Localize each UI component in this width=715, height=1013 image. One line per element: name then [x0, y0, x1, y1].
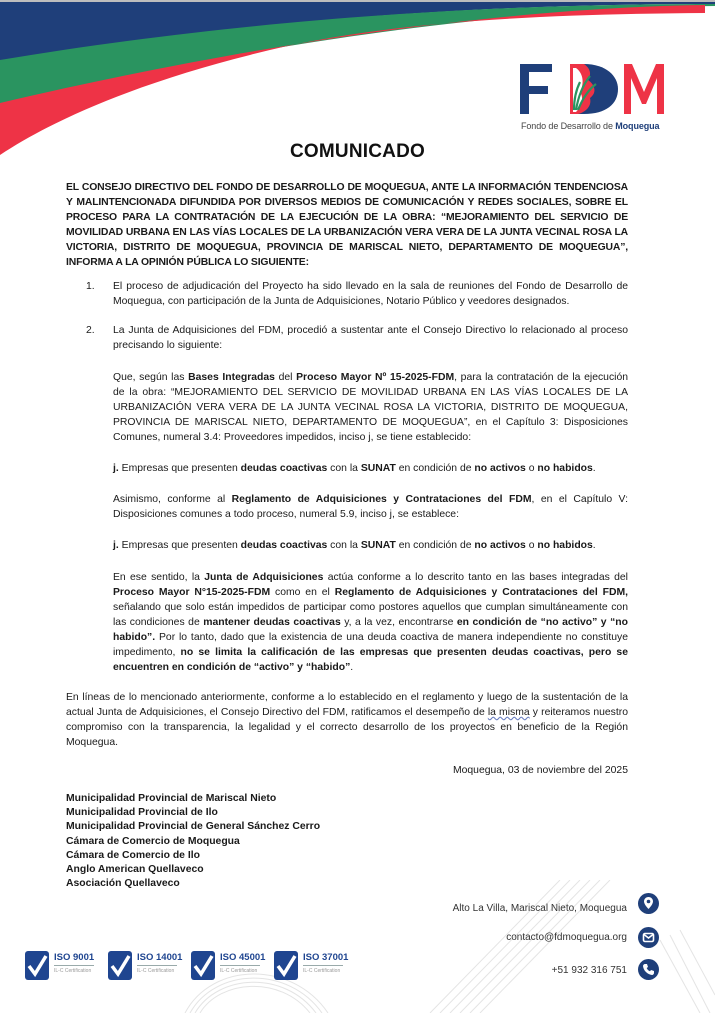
- phone-icon: [638, 959, 659, 980]
- bold-run: no habidos: [537, 540, 593, 551]
- text-run: con la: [327, 463, 361, 474]
- text-run: En ese sentido, la: [113, 572, 205, 583]
- iso-sub: IL-C Certification: [54, 968, 92, 974]
- bold-run: no habidos: [537, 463, 593, 474]
- contact-email[interactable]: contacto@fdmoquegua.org: [506, 932, 627, 943]
- recipient-item: Municipalidad Provincial de General Sánchez Cerro: [66, 821, 321, 833]
- bold-run: deudas coactivas: [240, 463, 328, 474]
- bold-run: SUNAT: [360, 540, 396, 551]
- text-run: del: [274, 372, 297, 383]
- list-item-text: La Junta de Adquisiciones del FDM, procedió a sustentar ante el Consejo Directivo lo relacionado al proceso precisando lo siguiente:: [113, 325, 628, 351]
- bold-run: mantener deudas coactivas: [203, 617, 341, 628]
- iso-divider: [220, 965, 260, 966]
- bold-run: no se limita la calificación de las empresas que presenten deudas coactivas, pero se encuentren en condición de “activo” y “habido”: [113, 647, 628, 673]
- text-run: con la: [327, 540, 361, 551]
- list-item-number: 2.: [86, 325, 95, 336]
- bold-run: Proceso Mayor N°15-2025-FDM: [113, 587, 271, 598]
- underlined-run: la misma: [487, 707, 530, 718]
- bold-run: Junta de Adquisiciones: [204, 572, 324, 583]
- text-run: , en el Capítulo V: Disposiciones comunes a todo proceso, numeral 5.9, inciso j, se establece:: [113, 494, 628, 520]
- recipients-list: [66, 792, 386, 891]
- contact-phone[interactable]: +51 932 316 751: [551, 965, 627, 976]
- contact-address: Alto La Villa, Mariscal Nieto, Moquegua: [452, 903, 627, 914]
- iso-sub: IL-C Certification: [303, 968, 341, 974]
- bold-run: no activos: [474, 540, 526, 551]
- text-run: , para la contratación de la ejecución de la obra: “MEJORAMIENTO DEL SERVICIO DE MOVILIDAD URBANA EN LAS VÍAS LOCALES DE LA URBANIZACIÓN VERA VERA DE LA JUNTA VECINAL ROSA LA VICTORIA, DISTRITO DE MOQUEGUA, PROVINCIA DE MARISCAL NIETO, DEPARTAMENTO DE MOQUEGUA”, en el Capítulo 3: Disposiciones Comunes, numeral 3.4: Proveedores impedidos, inciso j, se tiene establecido:: [113, 372, 629, 443]
- text-run: actúa conforme a lo descrito tanto en las bases integradas del: [323, 572, 628, 583]
- recipient-item: Municipalidad Provincial de Ilo: [66, 807, 218, 819]
- text-run: .: [592, 540, 596, 551]
- text-run: como en el: [270, 587, 335, 598]
- bold-run: Bases Integradas: [188, 372, 275, 383]
- list-item: [86, 323, 628, 353]
- recipient-item: Municipalidad Provincial de Mariscal Nieto: [66, 793, 277, 804]
- bold-run: Reglamento de Adquisiciones y Contrataciones del FDM,: [334, 587, 628, 598]
- text-run: .: [350, 662, 354, 673]
- logo-caption-prefix: Fondo de Desarrollo de: [521, 121, 616, 131]
- text-run: Empresas que presenten: [118, 540, 241, 551]
- bases-paragraph: [113, 370, 628, 445]
- recipient-item: Cámara de Comercio de Moquegua: [66, 835, 240, 847]
- text-run: en condición de: [395, 540, 475, 551]
- recipient-item: Cámara de Comercio de Ilo: [66, 849, 200, 861]
- checkmark-icon: [191, 951, 215, 980]
- sentido-paragraph: [113, 570, 628, 675]
- text-run: Empresas que presenten: [118, 463, 241, 474]
- list-item: [86, 279, 628, 309]
- reglamento-paragraph: [113, 492, 628, 522]
- iso-label: ISO 14001: [137, 952, 183, 963]
- bold-run: Reglamento de Adquisiciones y Contrataciones del FDM: [231, 494, 532, 505]
- bold-run: en condición de “no activo” y “no habido”.: [113, 617, 628, 643]
- text-run: Asimismo, conforme al: [113, 494, 232, 505]
- bold-run: j.: [113, 463, 119, 474]
- text-run: .: [592, 463, 596, 474]
- bold-run: no activos: [474, 463, 526, 474]
- bold-run: Proceso Mayor Nº 15-2025-FDM: [296, 372, 455, 383]
- document-title: COMUNICADO: [290, 141, 425, 162]
- iso-divider: [303, 965, 343, 966]
- checkmark-icon: [274, 951, 298, 980]
- document-date: Moquegua, 03 de noviembre del 2025: [452, 765, 628, 776]
- iso-label: ISO 37001: [303, 952, 349, 963]
- bold-run: SUNAT: [360, 463, 396, 474]
- iso-divider: [54, 965, 94, 966]
- text-run: y reiteramos nuestro compromiso con la transparencia, la legalidad y el correcto desarrollo de los proyectos en beneficio de la Región Moquegua.: [66, 707, 628, 748]
- text-run: o: [525, 540, 538, 551]
- text-run: o: [525, 463, 538, 474]
- logo-letter-f: [520, 64, 552, 114]
- intro-paragraph: EL CONSEJO DIRECTIVO DEL FONDO DE DESARROLLO DE MOQUEGUA, ANTE LA INFORMACIÓN TENDENCIOSA Y MALINTENCIONADA DIFUNDIDA POR DIVERSOS MEDIOS DE COMUNICACIÓN Y REDES SOCIALES, SOBRE EL PROCESO PARA LA CONTRATACIÓN DE LA EJECUCIÓN DE LA OBRA: “MEJORAMIENTO DEL SERVICIO DE MOVILIDAD URBANA EN LAS VÍAS LOCALES DE LA URBANIZACIÓN VERA VERA DE LA JUNTA VECINAL ROSA LA VICTORIA, DISTRITO DE MOQUEGUA, PROVINCIA DE MARISCAL NIETO, DEPARTAMENTO DE MOQUEGUA”, INFORMA A LA OPINIÓN PÚBLICA LO SIGUIENTE:: [66, 182, 628, 268]
- footer-decorative-lines: [0, 880, 715, 1013]
- iso-label: ISO 9001: [54, 952, 95, 963]
- text-run: en condición de: [395, 463, 475, 474]
- iso-sub: IL-C Certification: [220, 968, 258, 974]
- text-run: y, a la vez, encontrarse: [340, 617, 457, 628]
- checkmark-icon: [108, 951, 132, 980]
- text-run: En líneas de lo mencionado anteriormente, conforme a lo establecido en el reglamento y luego de la sustentación de la actual Junta de Adquisiciones, el Consejo Directivo del FDM, ratificamos el desempeño de: [66, 692, 628, 718]
- checkmark-icon: [25, 951, 49, 980]
- clause-j-first: [113, 461, 628, 476]
- bold-run: deudas coactivas: [240, 540, 328, 551]
- text-run: Que, según las: [113, 372, 189, 383]
- location-pin-icon: [638, 893, 659, 914]
- logo-letter-m: [624, 64, 664, 114]
- text-run: señalando que solo están impedidos de participar como postores aquellos que cumplan simultáneamente con las condiciones de: [113, 602, 628, 628]
- iso-label: ISO 45001: [220, 952, 266, 963]
- closing-paragraph: [66, 690, 628, 750]
- text-run: Por lo tanto, dado que la existencia de una deuda coactiva de manera independiente no constituye impedimento,: [113, 632, 628, 658]
- logo-caption-bold: Moquegua: [615, 121, 660, 131]
- recipient-item: Anglo American Quellaveco: [66, 864, 204, 876]
- list-item-number: 1.: [86, 281, 95, 292]
- bold-run: j.: [113, 540, 119, 551]
- logo-caption: [521, 121, 659, 131]
- clause-j-second: [113, 538, 628, 553]
- envelope-icon: [638, 927, 659, 948]
- list-item-text: El proceso de adjudicación del Proyecto ha sido llevado en la sala de reuniones del Fondo de Desarrollo de Moquegua, con participación de la Junta de Adquisiciones, Notario Público y veedores designados.: [113, 281, 628, 307]
- iso-sub: IL-C Certification: [137, 968, 175, 974]
- iso-divider: [137, 965, 177, 966]
- recipient-item: Asociación Quellaveco: [66, 878, 180, 890]
